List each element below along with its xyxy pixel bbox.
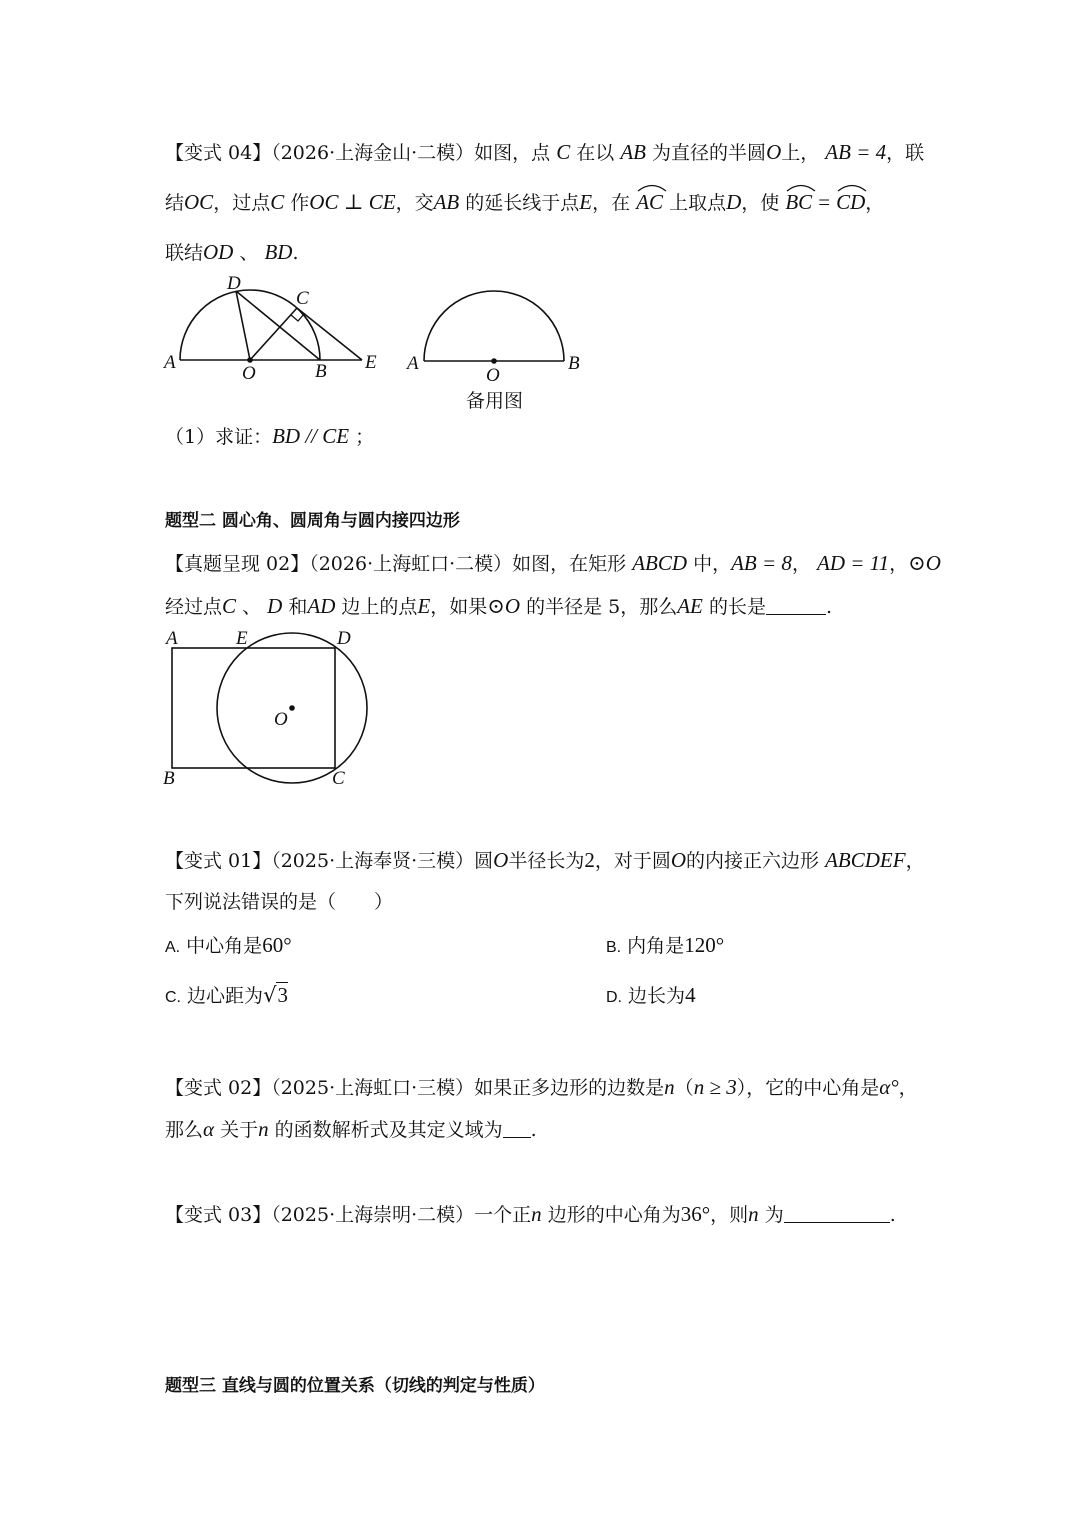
var04-figure-spare: [400, 285, 590, 385]
label-A: A: [164, 352, 176, 373]
rect-label-B: B: [163, 768, 175, 789]
label-D: D: [227, 273, 241, 294]
right-angle-mark: [291, 314, 304, 321]
spare-semicircle-arc: [424, 291, 564, 361]
arc-BC: BC: [785, 189, 812, 216]
option-D-label: D.: [606, 989, 622, 1006]
answer-blank: [766, 594, 826, 615]
center-dot: [247, 357, 253, 363]
var02-line1: 【变式 02】（2025·上海虹口·三模）如果正多边形的边数是n（n ≥ 3），它的中心角是α°，: [165, 1075, 918, 1099]
option-C-label: C.: [165, 989, 181, 1006]
segment-OC: [250, 308, 297, 360]
rect-label-D: D: [337, 628, 351, 649]
section2-title: 题型二 圆心角、圆周角与圆内接四边形: [165, 511, 460, 531]
var02-line2: 那么α 关于n 的函数解析式及其定义域为 .: [165, 1117, 537, 1141]
var04-line1: 【变式 04】（2026·上海金山·二模）如图，点 C 在以 AB 为直径的半圆O上， AB = 4，联: [165, 140, 925, 164]
spare-figure-caption: 备用图: [466, 390, 524, 412]
var01-line1: 【变式 01】（2025·上海奉贤·三模）圆O半径长为2，对于圆O的内接正六边形 ABCDEF，: [165, 848, 925, 872]
var04-figure-main: [160, 272, 390, 387]
answer-blank: [784, 1202, 890, 1223]
spare-label-B: B: [568, 353, 580, 374]
option-B[interactable]: B. 内角是120°: [606, 933, 725, 957]
var04-line2: 结OC，过点C 作OC ⊥ CE，交AB 的延长线于点E，在 AC 上取点D，使 BC = CD，: [165, 189, 884, 216]
var03-line1: 【变式 03】（2025·上海崇明·二模）一个正n 边形的中心角为36°，则n 为 .: [165, 1202, 896, 1226]
var04-part1: （1）求证：BD // CE ；: [165, 424, 375, 448]
rect-label-C: C: [332, 768, 345, 789]
section3-title: 题型三 直线与圆的位置关系（切线的判定与性质）: [165, 1376, 545, 1396]
arc-AC: AC: [636, 189, 663, 216]
option-B-label: B.: [606, 939, 622, 956]
spare-label-O: O: [486, 365, 500, 385]
label-C: C: [296, 288, 309, 309]
var04-line3: 联结OD 、 BD.: [165, 240, 299, 264]
label-B: B: [315, 361, 327, 382]
arc-CD: CD: [836, 189, 865, 216]
rect-label-O: O: [274, 709, 288, 730]
option-A-label: A.: [165, 939, 181, 956]
real02-line1: 【真题呈现 02】（2026·上海虹口·二模）如图，在矩形 ABCD 中，AB = 8， AD = 11，⊙O: [165, 551, 941, 575]
rect-label-A: A: [166, 628, 178, 649]
segment-CE: [297, 308, 362, 360]
center-O-dot: [289, 705, 295, 711]
answer-blank: [503, 1117, 531, 1138]
label-E: E: [365, 352, 377, 373]
label-O: O: [242, 363, 256, 384]
option-A[interactable]: A. 中心角是60°: [165, 933, 292, 957]
rect-label-E: E: [236, 628, 248, 649]
sqrt-symbol: √: [263, 983, 277, 1007]
spare-label-A: A: [407, 353, 419, 374]
option-D[interactable]: D. 边长为4: [606, 983, 696, 1007]
spare-center-dot: [491, 358, 497, 364]
rectangle-ABCD: [172, 648, 335, 768]
real02-figure: [160, 624, 380, 794]
option-C[interactable]: C. 边心距为√3: [165, 983, 288, 1007]
real02-line2: 经过点C 、 D 和AD 边上的点E，如果⊙O 的半径是 5，那么AE 的长是 .: [165, 594, 832, 618]
var01-line2: 下列说法错误的是（ ）: [165, 891, 394, 913]
